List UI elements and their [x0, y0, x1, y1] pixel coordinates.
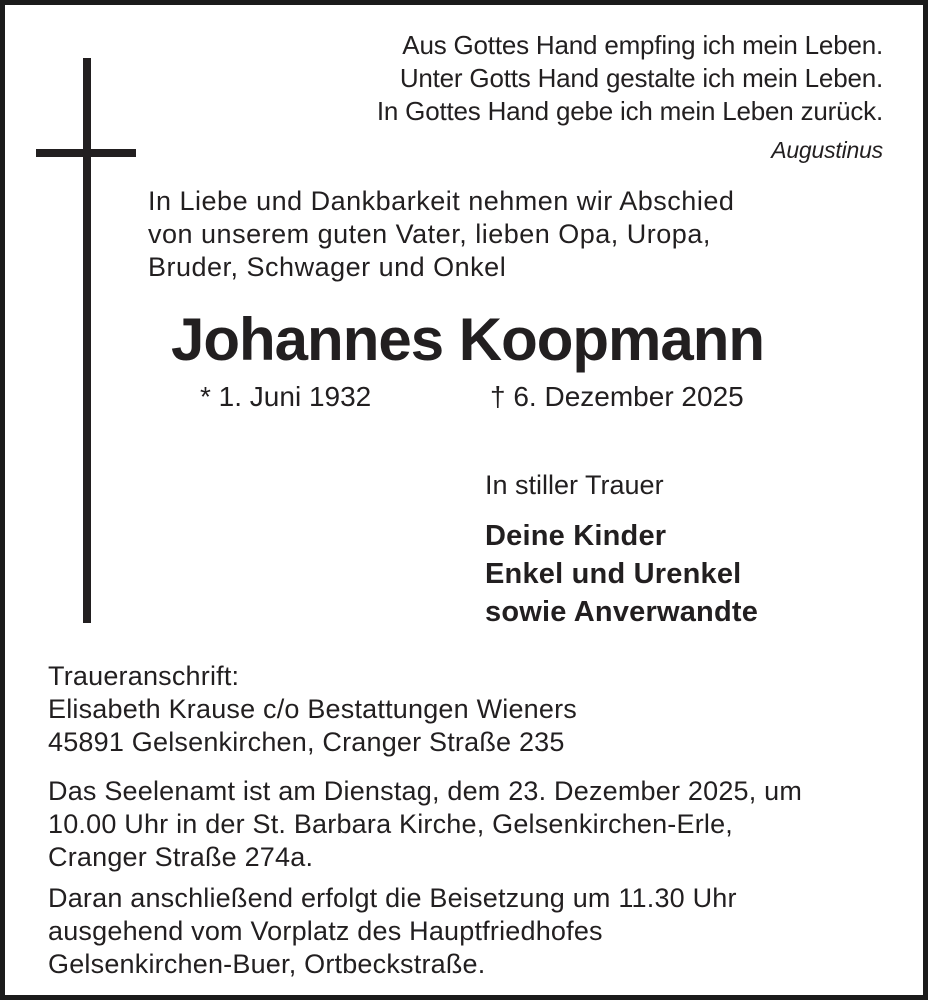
farewell-line: Bruder, Schwager und Onkel	[148, 252, 507, 282]
farewell-paragraph	[148, 185, 734, 284]
mourners-line: Enkel und Urenkel	[485, 558, 742, 590]
mourning-heading: In stiller Trauer	[485, 470, 664, 500]
address-line: Elisabeth Krause c/o Bestattungen Wieners	[48, 694, 577, 724]
cross-vertical-bar	[83, 58, 91, 623]
mourning-address	[48, 660, 577, 759]
birth-date: * 1. Juni 1932	[200, 381, 372, 412]
address-label: Traueranschrift:	[48, 661, 240, 691]
quote-line: Aus Gottes Hand empfing ich mein Leben.	[402, 30, 883, 60]
quote-line: Unter Gotts Hand gestalte ich mein Leben.	[399, 63, 883, 93]
service-line: Cranger Straße 274a.	[48, 842, 314, 872]
burial-line: Daran anschließend erfolgt die Beisetzung um 11.30 Uhr	[48, 883, 737, 913]
farewell-line: von unserem guten Vater, lieben Opa, Uropa,	[148, 219, 711, 249]
mourners-line: Deine Kinder	[485, 520, 667, 552]
service-details	[48, 775, 802, 874]
cross-horizontal-bar	[36, 149, 136, 157]
burial-line: Gelsenkirchen-Buer, Ortbeckstraße.	[48, 949, 486, 979]
deceased-name: Johannes Koopmann	[171, 306, 765, 373]
quote-line: In Gottes Hand gebe ich mein Leben zurück.	[376, 96, 883, 126]
address-line: 45891 Gelsenkirchen, Cranger Straße 235	[48, 727, 565, 757]
quote-attribution: Augustinus	[771, 137, 883, 163]
memorial-quote	[377, 29, 883, 163]
farewell-line: In Liebe und Dankbarkeit nehmen wir Abschied	[148, 186, 735, 216]
mourners-list	[485, 517, 758, 631]
service-line: Das Seelenamt ist am Dienstag, dem 23. Dezember 2025, um	[48, 776, 803, 806]
mourners-line: sowie Anverwandte	[485, 596, 759, 628]
burial-line: ausgehend vom Vorplatz des Hauptfriedhofes	[48, 916, 603, 946]
burial-details	[48, 882, 737, 981]
death-date: † 6. Dezember 2025	[490, 381, 744, 412]
service-line: 10.00 Uhr in der St. Barbara Kirche, Gelsenkirchen-Erle,	[48, 809, 734, 839]
